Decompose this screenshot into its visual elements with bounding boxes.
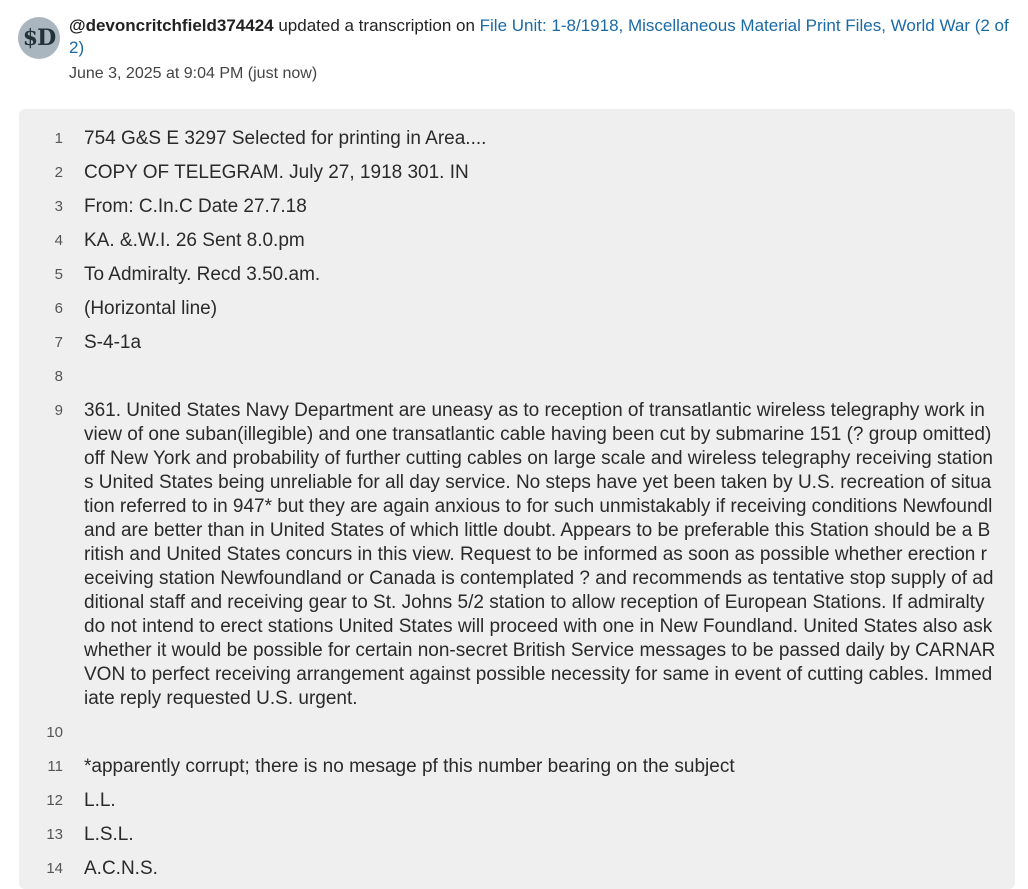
line-text: 361. United States Navy Department are uneasy as to reception of transatlantic wireless telegraphy work in view of one suban(illegible) and one transatlantic cable having been cut by submarine 151 (? group omitted) off New York and probability of further cutting cables on large scale and wireless telegraphy receiving stations United States being unreliable for all day service. No steps have yet been taken by U.S. recreation of situation referred to in 947* but they are again anxious to for such unmistakably if receiving conditions Newfoundland are better than in United States of which little doubt. Appears to be preferable this Station should be a British and United States concurs in this view. Request to be informed as soon as possible whether erection receiving station Newfoundland or Canada is contemplated ? and recommends as tentative stop supply of additional staff and receiving gear to St. Johns 5/2 station to allow reception of European Stations. If admiralty do not intend to erect stations United States will proceed with one in New Foundland. United States also ask whether it would be possible for certain non-secret British Service messages to be passed daily by CARNARVON to perfect receiving arrangement against possible necessity for same in event of cutting cables. Immediate reply requested U.S. urgent.: [84, 400, 996, 709]
transcription-line: [19, 195, 1015, 219]
transcription-line: [19, 399, 1015, 711]
transcription-panel: [19, 109, 1015, 889]
transcription-line: [19, 755, 1015, 779]
line-text: S-4-1a: [84, 332, 142, 353]
line-text: [84, 721, 996, 745]
username-link[interactable]: @devoncritchfield374424: [69, 16, 274, 35]
line-text: KA. &.W.I. 26 Sent 8.0.pm: [84, 230, 305, 251]
line-number: 7: [54, 334, 63, 351]
line-number: 5: [54, 266, 63, 283]
line-number: 10: [46, 724, 63, 741]
line-text: 754 G&S E 3297 Selected for printing in Area....: [84, 128, 487, 149]
activity-action-text: updated a transcription on: [273, 16, 480, 35]
activity-timestamp: June 3, 2025 at 9:04 PM (just now): [69, 65, 318, 82]
line-number: 13: [46, 826, 63, 843]
line-number: 3: [54, 198, 63, 215]
transcription-lines: [19, 127, 1015, 889]
line-text: [84, 365, 996, 389]
line-text: COPY OF TELEGRAM. July 27, 1918 301. IN: [84, 162, 469, 183]
line-text: L.S.L.: [84, 824, 134, 845]
activity-summary: [69, 15, 1019, 59]
transcription-line: [19, 331, 1015, 355]
transcription-line: [19, 789, 1015, 813]
transcription-line: [19, 823, 1015, 847]
file-unit-link[interactable]: File Unit: 1-8/1918, Miscellaneous Material Print Files, World War (2 of 2): [69, 16, 1009, 57]
line-text: From: C.In.C Date 27.7.18: [84, 196, 307, 217]
activity-header: [0, 0, 1028, 100]
line-number: 4: [54, 232, 63, 249]
transcription-line: [19, 365, 1015, 389]
line-text: A.C.N.S.: [84, 858, 158, 879]
line-number: 9: [54, 402, 63, 419]
line-number: 1: [54, 130, 63, 147]
line-text: L.L.: [84, 790, 116, 811]
avatar-initials: $D: [22, 25, 56, 51]
line-text: To Admiralty. Recd 3.50.am.: [84, 264, 321, 285]
user-avatar[interactable]: [18, 17, 60, 59]
transcription-line: [19, 229, 1015, 253]
line-text: *apparently corrupt; there is no mesage pf this number bearing on the subject: [84, 756, 735, 777]
transcription-line: [19, 857, 1015, 881]
line-number: 12: [46, 792, 63, 809]
line-number: 11: [47, 758, 63, 775]
transcription-line: [19, 161, 1015, 185]
line-number: 8: [54, 368, 63, 385]
transcription-line: [19, 721, 1015, 745]
line-number: 6: [54, 300, 63, 317]
transcription-line: [19, 127, 1015, 151]
line-number: 2: [54, 164, 63, 181]
transcription-line: [19, 263, 1015, 287]
line-number: 14: [46, 860, 63, 877]
transcription-line: [19, 297, 1015, 321]
line-text: (Horizontal line): [84, 298, 218, 319]
